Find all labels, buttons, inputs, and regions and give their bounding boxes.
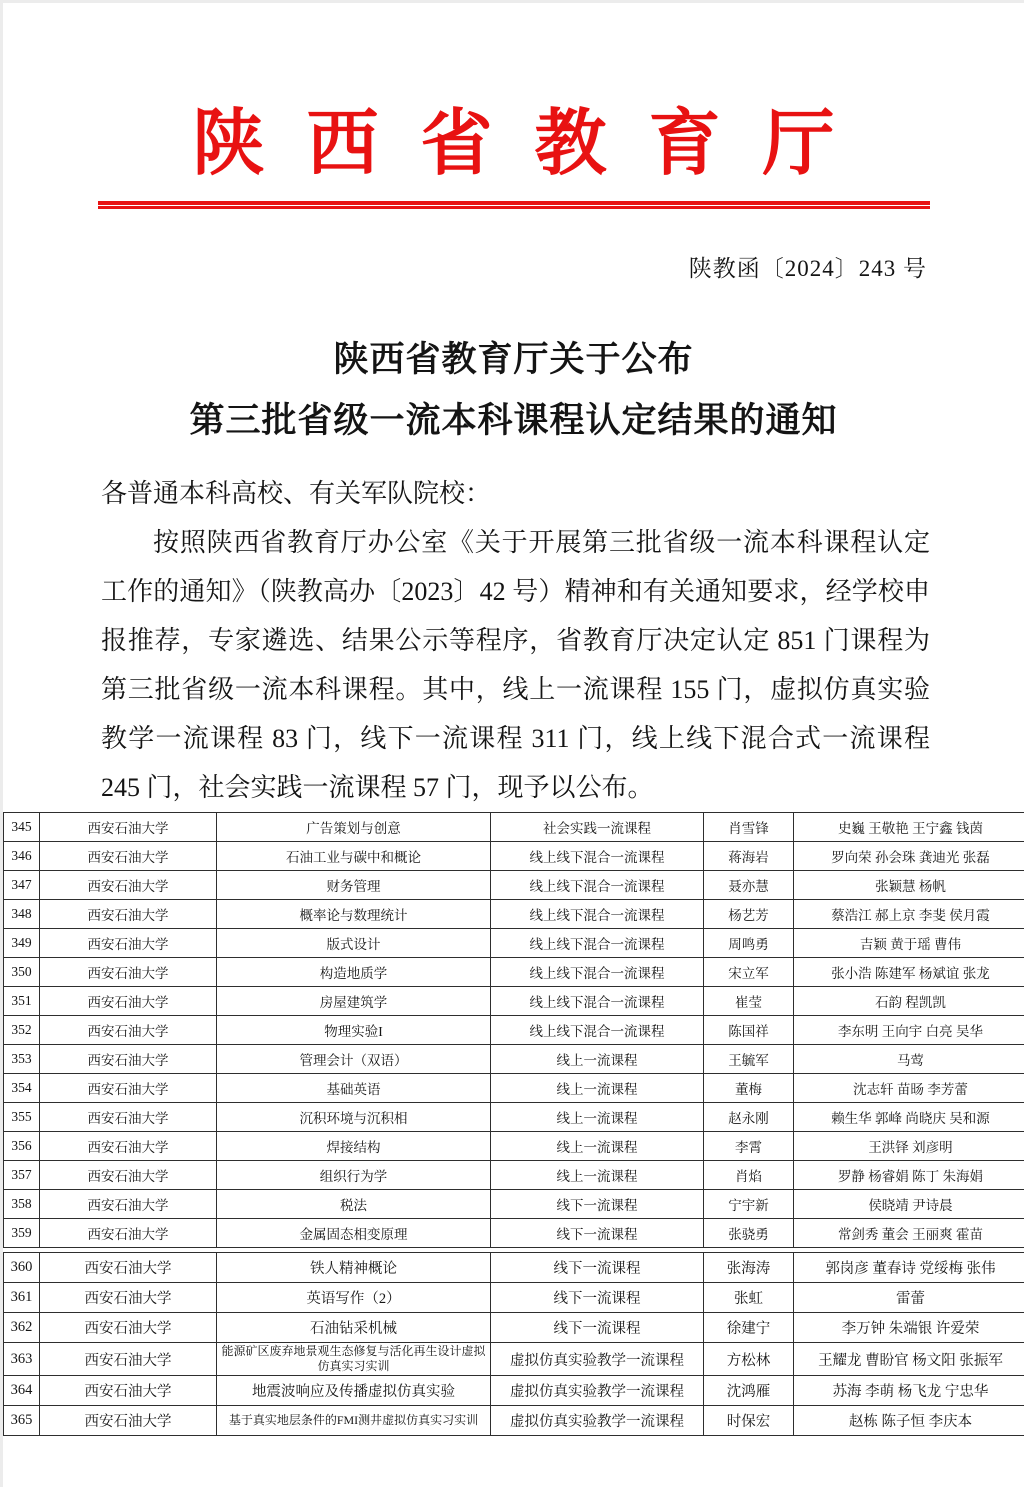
school-cell: 西安石油大学: [40, 1074, 217, 1103]
row-number-cell: 363: [4, 1343, 40, 1376]
course-type-cell: 虚拟仿真实验教学一流课程: [491, 1406, 704, 1436]
course-results-table: [3, 812, 1024, 1436]
members-cell: 赖生华 郭峰 尚晓庆 吴和源: [794, 1103, 1024, 1132]
row-number-cell: 350: [4, 958, 40, 987]
course-type-cell: 虚拟仿真实验教学一流课程: [491, 1376, 704, 1406]
course-name-cell: 版式设计: [217, 929, 491, 958]
row-number-cell: 354: [4, 1074, 40, 1103]
members-cell: 吉颖 黄于瑶 曹伟: [794, 929, 1024, 958]
row-number-cell: 353: [4, 1045, 40, 1074]
course-name-cell: 基础英语: [217, 1074, 491, 1103]
course-name-cell: 地震波响应及传播虚拟仿真实验: [217, 1376, 491, 1406]
notice-body: [101, 469, 930, 812]
row-number-cell: 348: [4, 900, 40, 929]
members-cell: 罗向荣 孙会珠 龚迪光 张磊: [794, 842, 1024, 871]
course-type-cell: 社会实践一流课程: [491, 813, 704, 842]
course-type-cell: 线上线下混合一流课程: [491, 958, 704, 987]
course-type-cell: 线上线下混合一流课程: [491, 929, 704, 958]
course-name-cell: 管理会计（双语）: [217, 1045, 491, 1074]
results-table-segment-2: [3, 1252, 1024, 1436]
row-number-cell: 345: [4, 813, 40, 842]
row-number-cell: 347: [4, 871, 40, 900]
school-cell: 西安石油大学: [40, 1016, 217, 1045]
members-cell: 苏海 李萌 杨飞龙 宁忠华: [794, 1376, 1024, 1406]
members-cell: 石韵 程凯凯: [794, 987, 1024, 1016]
leader-cell: 徐建宁: [704, 1313, 794, 1343]
table-row: [4, 1313, 1024, 1343]
table-row: [4, 1219, 1024, 1248]
school-cell: 西安石油大学: [40, 958, 217, 987]
leader-cell: 周鸣勇: [704, 929, 794, 958]
school-cell: 西安石油大学: [40, 1103, 217, 1132]
school-cell: 西安石油大学: [40, 813, 217, 842]
table-row: [4, 900, 1024, 929]
members-cell: 张颖慧 杨帆: [794, 871, 1024, 900]
course-type-cell: 线上线下混合一流课程: [491, 871, 704, 900]
members-cell: 王耀龙 曹盼官 杨文阳 张振军: [794, 1343, 1024, 1376]
course-type-cell: 线上线下混合一流课程: [491, 842, 704, 871]
table-row: [4, 929, 1024, 958]
course-name-cell: 财务管理: [217, 871, 491, 900]
course-name-cell: 构造地质学: [217, 958, 491, 987]
school-cell: 西安石油大学: [40, 1406, 217, 1436]
school-cell: 西安石油大学: [40, 1190, 217, 1219]
members-cell: 李东明 王向宇 白亮 吴华: [794, 1016, 1024, 1045]
course-name-cell: 基于真实地层条件的FMI测井虚拟仿真实习实训: [217, 1406, 491, 1436]
school-cell: 西安石油大学: [40, 1045, 217, 1074]
document-number: 陕教函〔2024〕243 号: [688, 256, 927, 281]
table-row: [4, 987, 1024, 1016]
course-name-cell: 英语写作（2）: [217, 1283, 491, 1313]
results-table-segment-1: [3, 812, 1024, 1248]
school-cell: 西安石油大学: [40, 1253, 217, 1283]
course-name-cell: 能源矿区废弃地景观生态修复与活化再生设计虚拟仿真实习实训: [217, 1343, 491, 1376]
table-row: [4, 871, 1024, 900]
members-cell: 王洪铎 刘彦明: [794, 1132, 1024, 1161]
row-number-cell: 359: [4, 1219, 40, 1248]
school-cell: 西安石油大学: [40, 1313, 217, 1343]
school-cell: 西安石油大学: [40, 1132, 217, 1161]
leader-cell: 肖焰: [704, 1161, 794, 1190]
course-name-cell: 焊接结构: [217, 1132, 491, 1161]
course-type-cell: 线上线下混合一流课程: [491, 1016, 704, 1045]
leader-cell: 张海涛: [704, 1253, 794, 1283]
course-type-cell: 线下一流课程: [491, 1190, 704, 1219]
table-row: [4, 1103, 1024, 1132]
course-type-cell: 线下一流课程: [491, 1313, 704, 1343]
school-cell: 西安石油大学: [40, 1343, 217, 1376]
school-cell: 西安石油大学: [40, 1161, 217, 1190]
row-number-cell: 346: [4, 842, 40, 871]
leader-cell: 王毓军: [704, 1045, 794, 1074]
course-type-cell: 线下一流课程: [491, 1283, 704, 1313]
course-type-cell: 线上一流课程: [491, 1161, 704, 1190]
row-number-cell: 356: [4, 1132, 40, 1161]
leader-cell: 宋立军: [704, 958, 794, 987]
course-type-cell: 虚拟仿真实验教学一流课程: [491, 1343, 704, 1376]
table-row: [4, 1376, 1024, 1406]
table-row: [4, 1161, 1024, 1190]
members-cell: 雷蕾: [794, 1283, 1024, 1313]
leader-cell: 杨艺芳: [704, 900, 794, 929]
table-row: [4, 1074, 1024, 1103]
course-name-cell: 房屋建筑学: [217, 987, 491, 1016]
course-name-cell: 概率论与数理统计: [217, 900, 491, 929]
members-cell: 郭岗彦 董春诗 党绥梅 张伟: [794, 1253, 1024, 1283]
table-row: [4, 958, 1024, 987]
row-number-cell: 361: [4, 1283, 40, 1313]
leader-cell: 肖雪锋: [704, 813, 794, 842]
course-type-cell: 线上一流课程: [491, 1074, 704, 1103]
leader-cell: 张骁勇: [704, 1219, 794, 1248]
course-type-cell: 线上线下混合一流课程: [491, 900, 704, 929]
table-row: [4, 1253, 1024, 1283]
row-number-cell: 364: [4, 1376, 40, 1406]
leader-cell: 赵永刚: [704, 1103, 794, 1132]
row-number-cell: 352: [4, 1016, 40, 1045]
table-row: [4, 1045, 1024, 1074]
row-number-cell: 360: [4, 1253, 40, 1283]
school-cell: 西安石油大学: [40, 842, 217, 871]
leader-cell: 张虹: [704, 1283, 794, 1313]
members-cell: 史巍 王敬艳 王宁鑫 钱茵: [794, 813, 1024, 842]
members-cell: 马莺: [794, 1045, 1024, 1074]
table-row: [4, 813, 1024, 842]
row-number-cell: 358: [4, 1190, 40, 1219]
notice-title-line2: 第三批省级一流本科课程认定结果的通知: [189, 401, 838, 440]
course-name-cell: 税法: [217, 1190, 491, 1219]
course-name-cell: 组织行为学: [217, 1161, 491, 1190]
table-row: [4, 1016, 1024, 1045]
leader-cell: 蒋海岩: [704, 842, 794, 871]
members-cell: 常剑秀 董会 王丽爽 霍苗: [794, 1219, 1024, 1248]
course-name-cell: 铁人精神概论: [217, 1253, 491, 1283]
members-cell: 李万钟 朱端银 许爱荣: [794, 1313, 1024, 1343]
leader-cell: 聂亦慧: [704, 871, 794, 900]
course-name-cell: 石油工业与碳中和概论: [217, 842, 491, 871]
row-number-cell: 351: [4, 987, 40, 1016]
salutation: 各普通本科高校、有关军队院校：: [101, 479, 492, 508]
school-cell: 西安石油大学: [40, 987, 217, 1016]
agency-letterhead-title: 陕西省教育厅: [192, 104, 877, 184]
table-row: [4, 1190, 1024, 1219]
leader-cell: 宁宇新: [704, 1190, 794, 1219]
course-name-cell: 金属固态相变原理: [217, 1219, 491, 1248]
row-number-cell: 355: [4, 1103, 40, 1132]
course-type-cell: 线上一流课程: [491, 1045, 704, 1074]
course-name-cell: 物理实验I: [217, 1016, 491, 1045]
members-cell: 沈志轩 苗旸 李芳蕾: [794, 1074, 1024, 1103]
course-name-cell: 石油钻采机械: [217, 1313, 491, 1343]
letterhead-separator-rule: [98, 201, 930, 209]
leader-cell: 李霄: [704, 1132, 794, 1161]
leader-cell: 董梅: [704, 1074, 794, 1103]
table-row: [4, 1132, 1024, 1161]
row-number-cell: 362: [4, 1313, 40, 1343]
members-cell: 张小浩 陈建军 杨斌谊 张龙: [794, 958, 1024, 987]
leader-cell: 方松林: [704, 1343, 794, 1376]
course-type-cell: 线下一流课程: [491, 1253, 704, 1283]
course-name-cell: 广告策划与创意: [217, 813, 491, 842]
school-cell: 西安石油大学: [40, 1283, 217, 1313]
table-row: [4, 842, 1024, 871]
school-cell: 西安石油大学: [40, 871, 217, 900]
course-name-cell: 沉积环境与沉积相: [217, 1103, 491, 1132]
members-cell: 侯晓靖 尹诗晨: [794, 1190, 1024, 1219]
members-cell: 罗静 杨睿娟 陈丁 朱海娟: [794, 1161, 1024, 1190]
school-cell: 西安石油大学: [40, 900, 217, 929]
course-type-cell: 线上一流课程: [491, 1132, 704, 1161]
leader-cell: 陈国祥: [704, 1016, 794, 1045]
members-cell: 赵栋 陈子恒 李庆本: [794, 1406, 1024, 1436]
leader-cell: 沈鸿雁: [704, 1376, 794, 1406]
body-paragraph: 按照陕西省教育厅办公室《关于开展第三批省级一流本科课程认定工作的通知》（陕教高办〔2023〕42 号）精神和有关通知要求，经学校申报推荐，专家遴选、结果公示等程序，省教育厅决定认定 851 门课程为第三批省级一流本科课程。其中，线上一流课程 155 门，虚拟仿真实验教学一流课程 83 门，线下一流课程 311 门，线上线下混合式一流课程 245 门，社会实践一流课程 57 门，现予以公布。: [101, 528, 930, 802]
school-cell: 西安石油大学: [40, 929, 217, 958]
table-row: [4, 1406, 1024, 1436]
members-cell: 蔡浩江 郝上京 李斐 侯月霞: [794, 900, 1024, 929]
leader-cell: 时保宏: [704, 1406, 794, 1436]
school-cell: 西安石油大学: [40, 1219, 217, 1248]
notice-title: [3, 329, 1024, 451]
course-type-cell: 线上线下混合一流课程: [491, 987, 704, 1016]
row-number-cell: 349: [4, 929, 40, 958]
row-number-cell: 357: [4, 1161, 40, 1190]
leader-cell: 崔莹: [704, 987, 794, 1016]
row-number-cell: 365: [4, 1406, 40, 1436]
table-row: [4, 1283, 1024, 1313]
table-row: [4, 1343, 1024, 1376]
notice-title-line1: 陕西省教育厅关于公布: [333, 340, 694, 379]
course-type-cell: 线下一流课程: [491, 1219, 704, 1248]
school-cell: 西安石油大学: [40, 1376, 217, 1406]
course-type-cell: 线上一流课程: [491, 1103, 704, 1132]
